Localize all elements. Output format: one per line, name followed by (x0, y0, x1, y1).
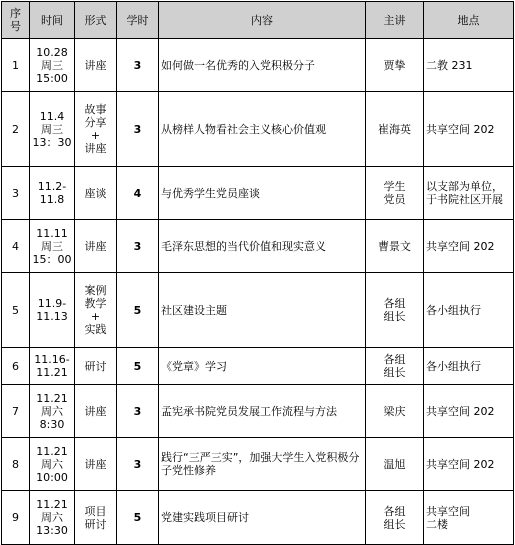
row-place: 共享空间 202 (424, 438, 514, 491)
row-content: 《党章》学习 (159, 348, 366, 385)
row-form: 案例 教学 + 实践 (75, 273, 117, 348)
row-content: 毛泽东思想的当代价值和现实意义 (159, 220, 366, 273)
row-time: 11.21 周六 10:00 (30, 438, 75, 491)
row-form: 座谈 (75, 167, 117, 220)
header-place: 地点 (424, 2, 514, 39)
row-hours: 3 (117, 220, 159, 273)
table-row (2, 220, 514, 273)
row-hours: 5 (117, 491, 159, 545)
row-place: 以支部为单位，于书院社区开展 (424, 167, 514, 220)
row-content: 从榜样人物看社会主义核心价值观 (159, 92, 366, 167)
schedule-table (1, 1, 514, 545)
row-content: 党建实践项目研讨 (159, 491, 366, 545)
row-place: 共享空间 202 (424, 92, 514, 167)
row-time: 11.21 周六 13:30 (30, 491, 75, 545)
row-no: 9 (2, 491, 30, 545)
row-hours: 3 (117, 39, 159, 92)
row-hours: 4 (117, 167, 159, 220)
row-place: 各小组执行 (424, 273, 514, 348)
table-row (2, 491, 514, 545)
row-hours: 5 (117, 348, 159, 385)
row-time: 11.16- 11.21 (30, 348, 75, 385)
table-row (2, 39, 514, 92)
row-form: 项目 研讨 (75, 491, 117, 545)
row-time: 11.9- 11.13 (30, 273, 75, 348)
table-row (2, 348, 514, 385)
row-form: 讲座 (75, 385, 117, 438)
header-content: 内容 (159, 2, 366, 39)
row-place: 共享空间 202 (424, 220, 514, 273)
row-speaker: 学生 党员 (366, 167, 424, 220)
table-row (2, 385, 514, 438)
row-hours: 5 (117, 273, 159, 348)
row-form: 故事 分享 + 讲座 (75, 92, 117, 167)
row-hours: 3 (117, 438, 159, 491)
header-form: 形式 (75, 2, 117, 39)
row-no: 6 (2, 348, 30, 385)
row-place: 共享空间 二楼 (424, 491, 514, 545)
row-content: 如何做一名优秀的入党积极分子 (159, 39, 366, 92)
row-time: 11.21 周六 8:30 (30, 385, 75, 438)
row-content: 与优秀学生党员座谈 (159, 167, 366, 220)
row-place: 各小组执行 (424, 348, 514, 385)
row-no: 7 (2, 385, 30, 438)
row-content: 孟宪承书院党员发展工作流程与方法 (159, 385, 366, 438)
row-content: 社区建设主题 (159, 273, 366, 348)
table-row (2, 273, 514, 348)
row-speaker: 贾挚 (366, 39, 424, 92)
table-row (2, 167, 514, 220)
row-time: 11.4 周三 13：30 (30, 92, 75, 167)
row-no: 8 (2, 438, 30, 491)
row-no: 2 (2, 92, 30, 167)
row-content: 践行“三严三实”，加强大学生入党积极分子党性修养 (159, 438, 366, 491)
row-form: 讲座 (75, 438, 117, 491)
row-place: 共享空间 202 (424, 385, 514, 438)
row-form: 研讨 (75, 348, 117, 385)
row-speaker: 各组 组长 (366, 491, 424, 545)
row-speaker: 温旭 (366, 438, 424, 491)
header-row (2, 2, 514, 39)
table-row (2, 92, 514, 167)
row-speaker: 各组 组长 (366, 273, 424, 348)
header-hours: 学时 (117, 2, 159, 39)
row-time: 10.28 周三 15:00 (30, 39, 75, 92)
row-no: 1 (2, 39, 30, 92)
header-no: 序 号 (2, 2, 30, 39)
table-row (2, 438, 514, 491)
row-form: 讲座 (75, 220, 117, 273)
row-speaker: 崔海英 (366, 92, 424, 167)
row-no: 5 (2, 273, 30, 348)
row-no: 4 (2, 220, 30, 273)
header-speaker: 主讲 (366, 2, 424, 39)
row-speaker: 曹景文 (366, 220, 424, 273)
row-no: 3 (2, 167, 30, 220)
header-time: 时间 (30, 2, 75, 39)
row-hours: 3 (117, 385, 159, 438)
row-place: 二教 231 (424, 39, 514, 92)
row-speaker: 各组 组长 (366, 348, 424, 385)
row-time: 11.11 周三 15：00 (30, 220, 75, 273)
row-speaker: 梁庆 (366, 385, 424, 438)
row-time: 11.2- 11.8 (30, 167, 75, 220)
row-hours: 3 (117, 92, 159, 167)
row-form: 讲座 (75, 39, 117, 92)
